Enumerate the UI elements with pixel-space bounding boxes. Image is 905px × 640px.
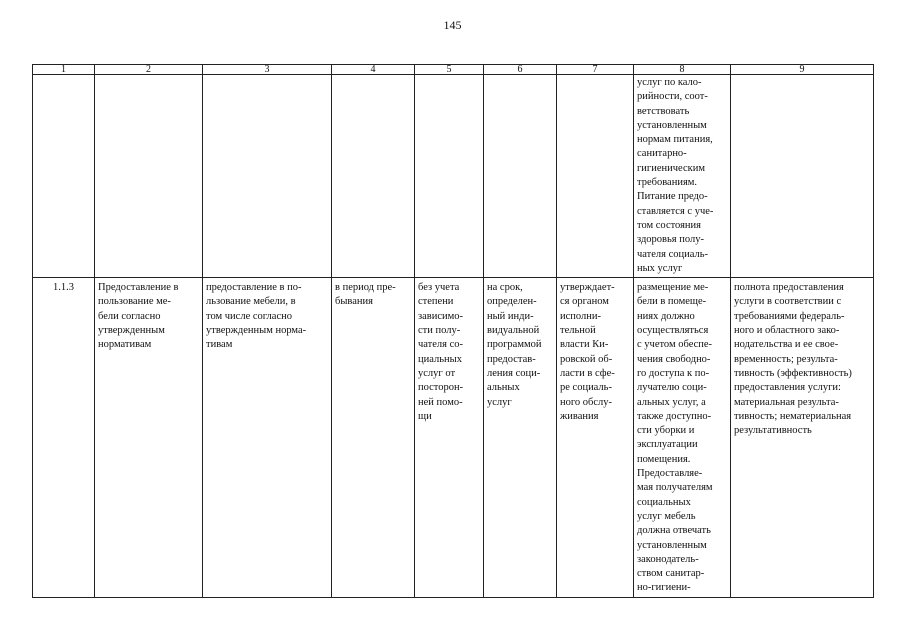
term-cell: на срок, определен- ный инди- видуальной программой предостав- ления соци- альных услуг: [484, 278, 557, 598]
table-cell: [203, 75, 332, 278]
table-cell: [332, 75, 415, 278]
column-header: 8: [634, 65, 731, 75]
table-cell: [557, 75, 634, 278]
column-header: 1: [33, 65, 95, 75]
service-period-cell: в период пре- бывания: [332, 278, 415, 598]
column-header: 7: [557, 65, 634, 75]
column-header: 5: [415, 65, 484, 75]
header-row: [33, 65, 874, 75]
table-cell: [95, 75, 203, 278]
tariff-cell: утверждает- ся органом исполни- тельной власти Ки- ровской об- ласти в сфе- ре социаль- ного обслу- живания: [557, 278, 634, 598]
item-number-cell: 1.1.3: [33, 278, 95, 598]
table-cell: [484, 75, 557, 278]
dependency-cell: без учета степени зависимо- сти полу- чателя со- циальных услуг от посторон- ней помо- щи: [415, 278, 484, 598]
table-row: [33, 75, 874, 278]
service-description-cell: предоставление в по- льзование мебели, в том числе согласно утвержденным норма- тивам: [203, 278, 332, 598]
column-header: 6: [484, 65, 557, 75]
page-number: 145: [443, 18, 462, 32]
service-name-cell: Предоставление в пользование ме- бели согласно утвержденным нормативам: [95, 278, 203, 598]
requirements-cell: услуг по кало- рийности, соот- ветствовать установленным нормам питания, санитарно- гигиеническим требованиям. Питание предо- ставляется с уче- том состояния здоровья полу- чателя социаль- ных услуг: [634, 75, 731, 278]
column-header: 3: [203, 65, 332, 75]
requirements-cell: размещение ме- бели в помеще- ниях должно осуществляться с учетом обеспе- чения свободно- го доступа к по- лучателю соци- альных услуг, а также доступно- сти уборки и эксплуатации помещения. Предоставляе- мая получателям социальных услуг мебель должна отвечать установленным законодатель- ством санитар- но-гигиени-: [634, 278, 731, 598]
column-header: 9: [731, 65, 874, 75]
table-cell: [415, 75, 484, 278]
column-header: 4: [332, 65, 415, 75]
column-header: 2: [95, 65, 203, 75]
table-cell: [731, 75, 874, 278]
quality-indicators-cell: полнота предоставления услуги в соответствии с требованиями федераль- ного и областного зако- нодательства и ее свое- временность; результа- тивность (эффективность) предоставления услуги: материальная результа- тивность; нематериальная результативность: [731, 278, 874, 598]
table-cell: [33, 75, 95, 278]
table-row: [33, 278, 874, 598]
services-table: [32, 64, 874, 598]
